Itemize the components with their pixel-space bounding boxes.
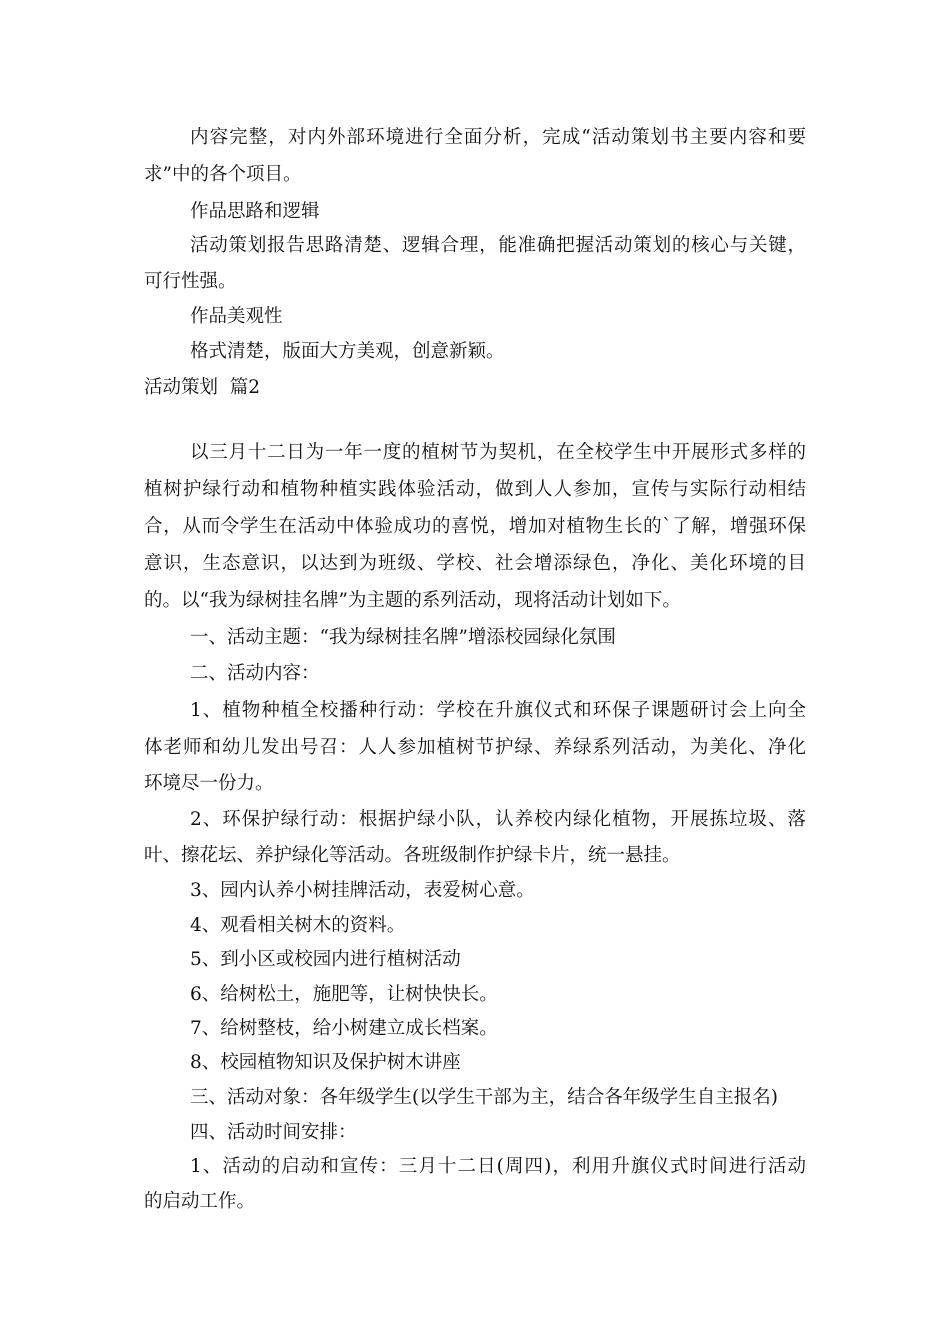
list-item: 1、植物种植全校播种行动：学校在升旗仪式和环保子课题研讨会上向全: [190, 700, 806, 721]
paragraph-line: 植树护绿行动和植物种植实践体验活动，做到人人参加，宣传与实际行动相结: [144, 479, 806, 500]
paragraph-line: 的。以“我为绿树挂名牌”为主题的系列活动，现将活动计划如下。: [144, 590, 681, 611]
list-item-continuation: 环境尽一份力。: [144, 773, 274, 794]
list-item: 2、环保护绿行动：根据护绿小队，认养校内绿化植物，开展拣垃圾、落: [190, 809, 806, 830]
paragraph-line: 合，从而令学生在活动中体验成功的喜悦，增加对植物生长的`了解，增强环保: [144, 516, 806, 537]
schedule-heading: 四、活动时间安排：: [190, 1122, 357, 1143]
list-item-continuation: 叶、擦花坛、养护绿化等活动。各班级制作护绿卡片，统一悬挂。: [144, 845, 681, 866]
paragraph-line: 以三月十二日为一年一度的植树节为契机，在全校学生中开展形式多样的: [190, 442, 806, 463]
paragraph-line: 内容完整，对内外部环境进行全面分析，完成“活动策划书主要内容和要: [190, 127, 806, 148]
subheading: 作品美观性: [190, 306, 283, 327]
list-item: 7、给树整枝，给小树建立成长档案。: [190, 1018, 498, 1039]
list-item-continuation: 体老师和幼儿发出号召：人人参加植树节护绿、养绿系列活动，为美化、净化: [144, 737, 806, 758]
paragraph-line: 意识，生态意识，以达到为班级、学校、社会增添绿色，净化、美化环境的目: [144, 553, 806, 574]
list-item: 5、到小区或校园内进行植树活动: [190, 949, 461, 970]
paragraph-line: 格式清楚，版面大方美观，创意新颖。: [190, 341, 505, 362]
section-heading: 活动策划 篇2: [144, 377, 261, 398]
paragraph-line: 求”中的各个项目。: [144, 164, 302, 185]
paragraph-line: 可行性强。: [144, 271, 237, 292]
schedule-item: 1、活动的启动和宣传：三月十二日(周四)，利用升旗仪式时间进行活动: [190, 1156, 806, 1177]
list-item: 4、观看相关树木的资料。: [190, 915, 406, 936]
activity-target: 三、活动对象：各年级学生(以学生干部为主，结合各年级学生自主报名): [190, 1087, 778, 1108]
schedule-item-continuation: 的启动工作。: [144, 1191, 256, 1212]
activity-theme: 一、活动主题：“我为绿树挂名牌”增添校园绿化氛围: [190, 627, 616, 648]
list-item: 6、给树松土，施肥等，让树快快长。: [190, 984, 498, 1005]
list-item: 8、校园植物知识及保护树木讲座: [190, 1052, 461, 1073]
list-item: 3、园内认养小树挂牌活动，表爱树心意。: [190, 880, 535, 901]
activity-content-heading: 二、活动内容：: [190, 663, 320, 684]
paragraph-line: 活动策划报告思路清楚、逻辑合理，能准确把握活动策划的核心与关键，: [190, 235, 806, 256]
subheading: 作品思路和逻辑: [190, 201, 320, 222]
